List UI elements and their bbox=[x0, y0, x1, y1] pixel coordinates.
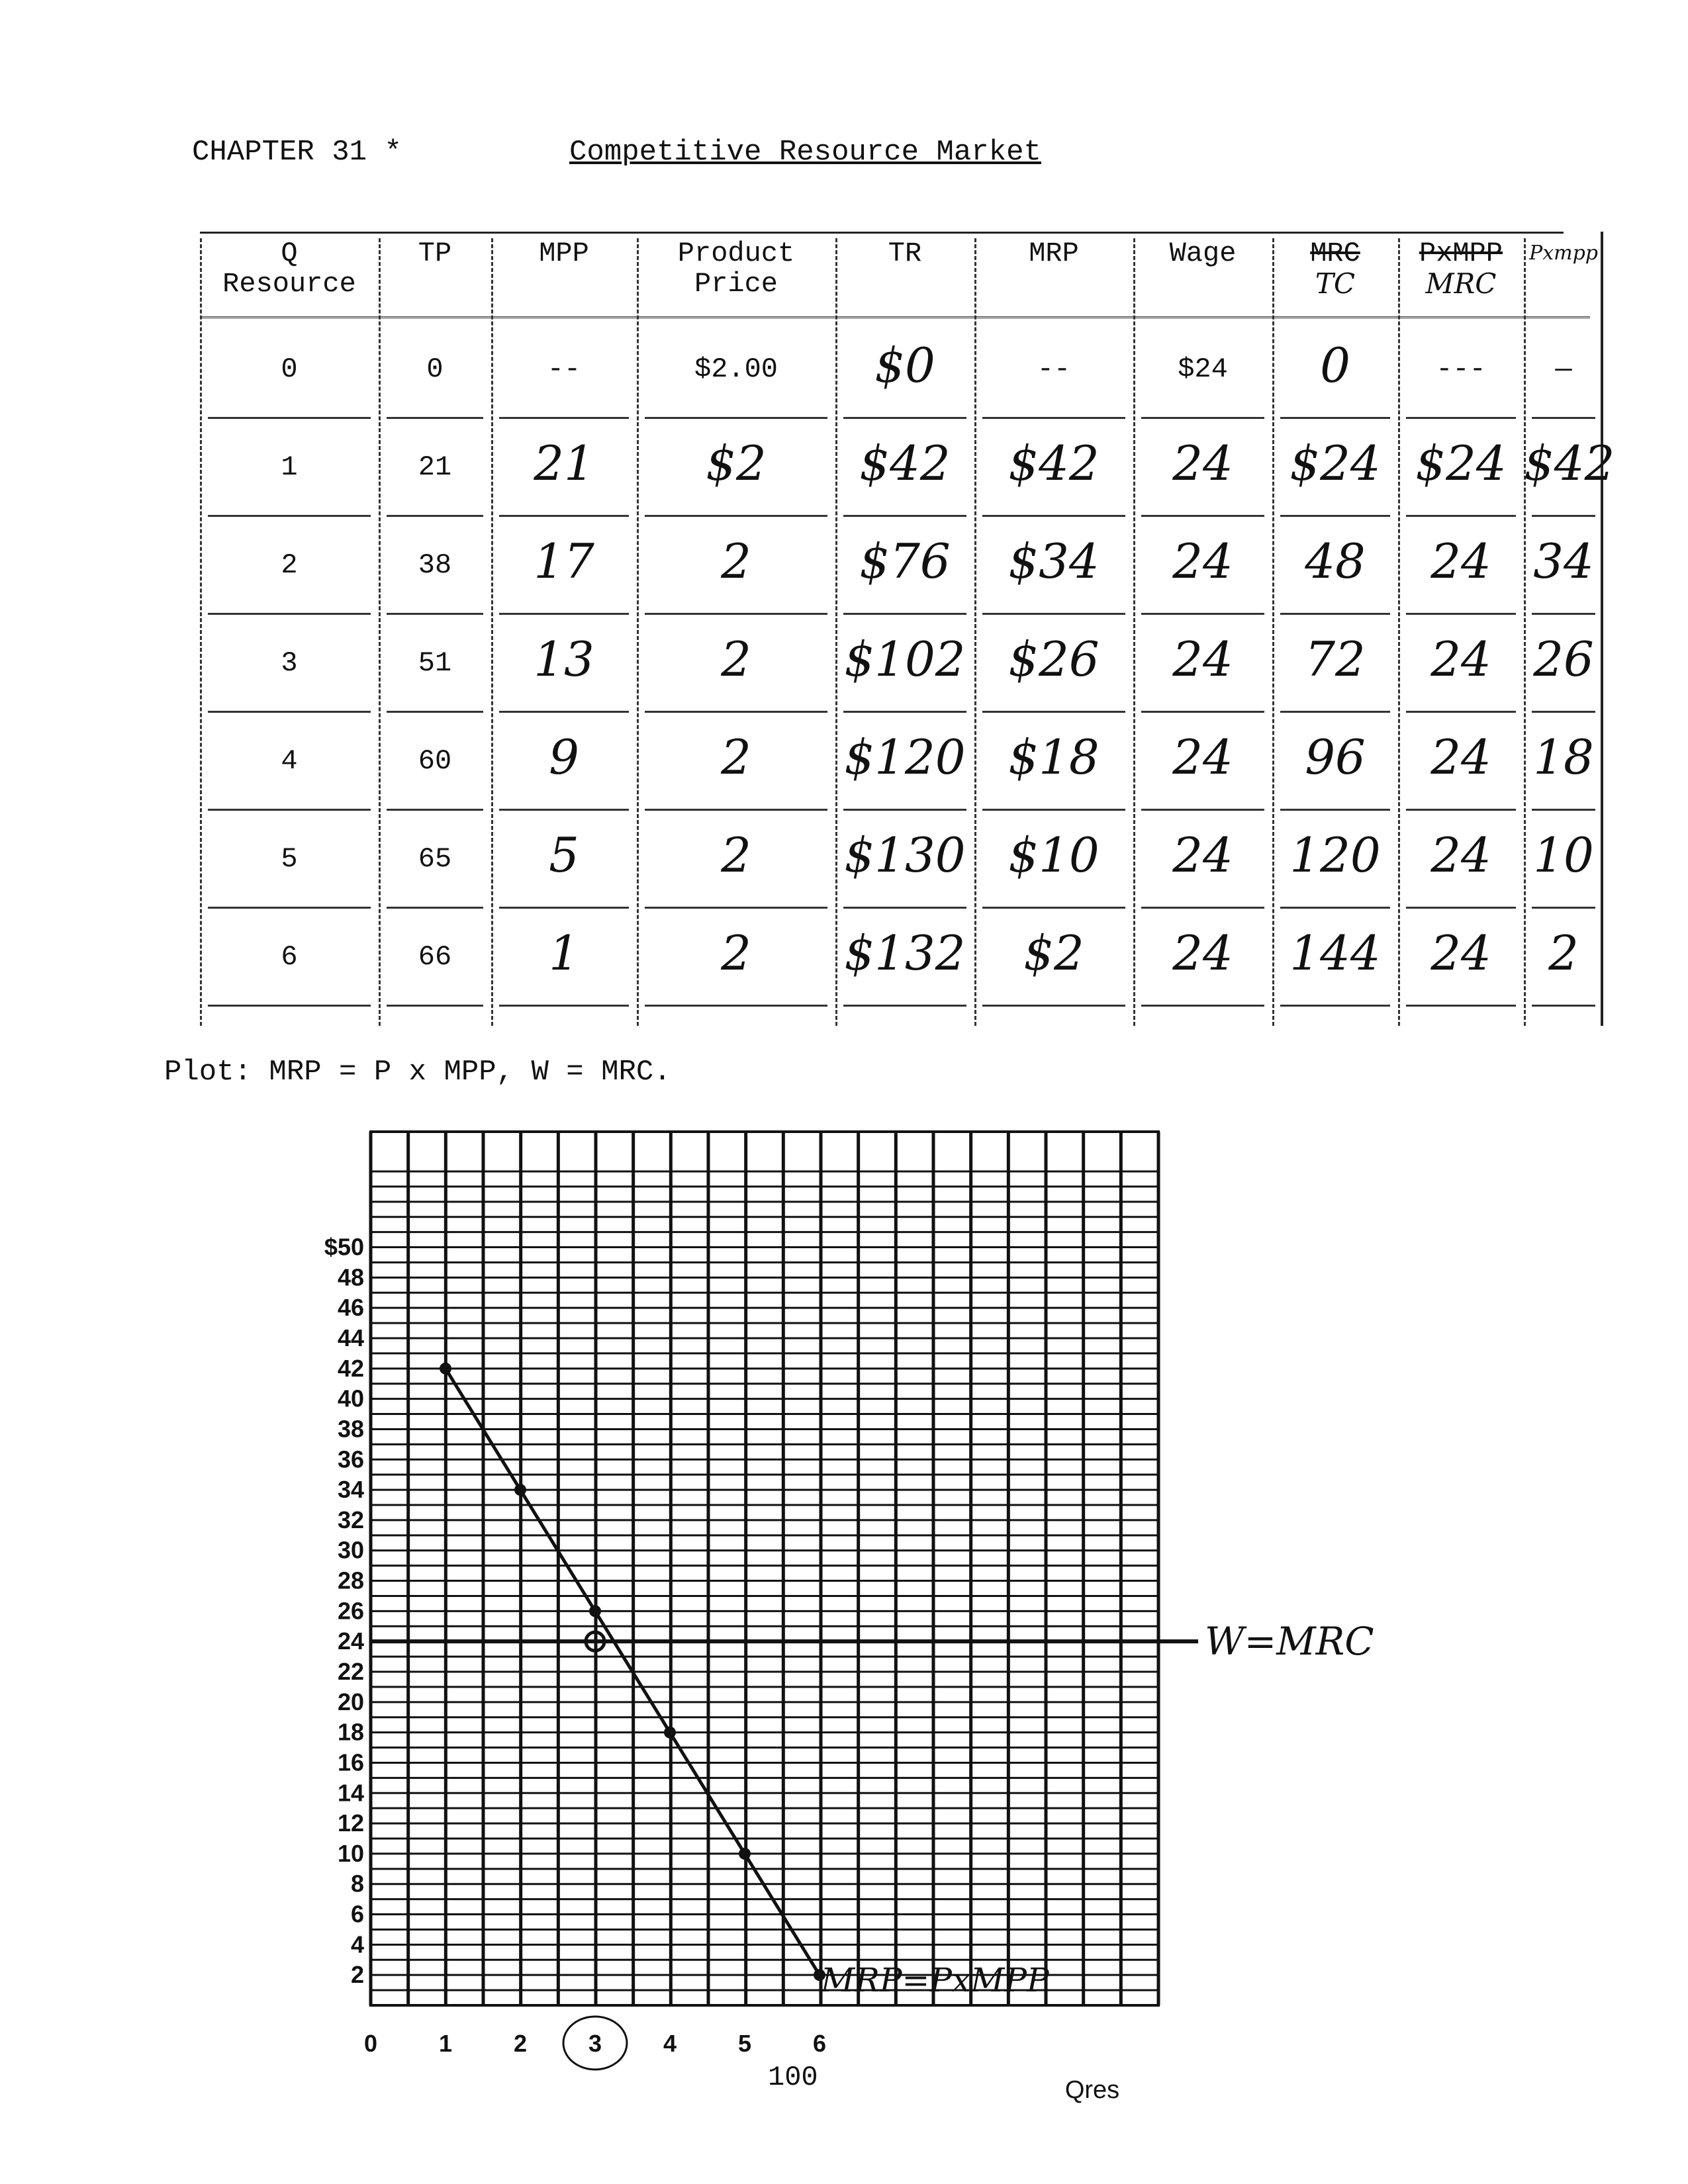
table-cell: $24 bbox=[1415, 435, 1507, 491]
table-cell: $24 bbox=[1178, 353, 1228, 385]
y-tick-label: 20 bbox=[337, 1688, 364, 1715]
column-header-line1: Product bbox=[677, 238, 795, 269]
row-underline bbox=[982, 907, 1125, 909]
row-underline bbox=[387, 1005, 483, 1007]
row-underline bbox=[645, 1005, 827, 1007]
table-cell: 2 bbox=[281, 549, 298, 581]
y-tick-label: 34 bbox=[337, 1476, 364, 1504]
row-underline bbox=[1141, 515, 1264, 517]
row-underline bbox=[843, 809, 966, 811]
column-header-line2: TC bbox=[1315, 267, 1356, 300]
row-underline bbox=[1141, 417, 1264, 419]
column-header-line1: TR bbox=[888, 238, 922, 269]
mrp-series-label: MRP=PxMPP bbox=[821, 1961, 1049, 2000]
x-tick-label: 4 bbox=[663, 2030, 677, 2057]
row-underline bbox=[1280, 711, 1390, 713]
table-cell: 2 bbox=[721, 925, 751, 981]
x-tick-label: 5 bbox=[737, 2030, 752, 2057]
table-cell: $102 bbox=[844, 631, 966, 687]
y-tick-label: 48 bbox=[337, 1263, 364, 1291]
row-underline bbox=[1532, 809, 1595, 811]
table-cell: $18 bbox=[1008, 729, 1100, 785]
page-title: Competitive Resource Market bbox=[569, 136, 1041, 169]
row-underline bbox=[645, 809, 827, 811]
table-cell: 26 bbox=[1533, 631, 1594, 687]
row-underline bbox=[208, 613, 371, 615]
table-cell: $76 bbox=[859, 533, 951, 589]
table-cell: 24 bbox=[1430, 827, 1491, 883]
column-header bbox=[200, 238, 379, 299]
row-underline bbox=[1532, 613, 1595, 615]
chapter-label: CHAPTER 31 * bbox=[192, 136, 402, 169]
y-tick-label: 28 bbox=[337, 1567, 364, 1594]
row-underline bbox=[1406, 515, 1516, 517]
y-tick-label: 22 bbox=[337, 1658, 364, 1685]
resource-table bbox=[173, 232, 1615, 1026]
table-cell: 5 bbox=[281, 843, 298, 875]
column-header bbox=[1133, 238, 1272, 269]
table-cell: 2 bbox=[1548, 925, 1579, 981]
table-cell: 21 bbox=[418, 451, 452, 483]
row-underline bbox=[1280, 613, 1390, 615]
column-header bbox=[379, 238, 491, 269]
row-underline bbox=[1280, 515, 1390, 517]
x-tick-label: 2 bbox=[513, 2030, 528, 2057]
row-underline bbox=[387, 711, 483, 713]
header-separator bbox=[200, 316, 1590, 318]
x-tick-label: 3 bbox=[588, 2030, 602, 2057]
row-underline bbox=[982, 613, 1125, 615]
table-cell: 120 bbox=[1289, 827, 1381, 883]
table-cell: 3 bbox=[281, 647, 298, 679]
table-cell: 38 bbox=[418, 549, 452, 581]
row-underline bbox=[645, 417, 827, 419]
row-underline bbox=[645, 907, 827, 909]
table-cell: $42 bbox=[1008, 435, 1100, 491]
table-cell: $120 bbox=[844, 729, 966, 785]
table-cell: 24 bbox=[1172, 827, 1233, 883]
table-cell: $2 bbox=[706, 435, 767, 491]
x-tick-label: 1 bbox=[438, 2030, 453, 2057]
table-cell: 10 bbox=[1533, 827, 1594, 883]
row-underline bbox=[1532, 907, 1595, 909]
column-header-line1: PxMPP bbox=[1419, 238, 1503, 269]
table-cell: 60 bbox=[418, 745, 452, 777]
row-underline bbox=[1141, 613, 1264, 615]
table-cell: $42 bbox=[859, 435, 951, 491]
table-cell: -- bbox=[1037, 353, 1071, 385]
column-header-line1: MRC bbox=[1310, 238, 1360, 269]
table-cell: 96 bbox=[1305, 729, 1366, 785]
mrp-point bbox=[739, 1848, 751, 1860]
chapter-header bbox=[192, 136, 1041, 169]
y-tick-label: 12 bbox=[337, 1809, 364, 1837]
row-underline bbox=[208, 515, 371, 517]
row-underline bbox=[208, 809, 371, 811]
row-underline bbox=[1406, 809, 1516, 811]
row-underline bbox=[1532, 515, 1595, 517]
table-cell: $2.00 bbox=[694, 353, 778, 385]
table-cell: 24 bbox=[1172, 729, 1233, 785]
y-tick-label: 30 bbox=[337, 1536, 364, 1564]
table-cell: 9 bbox=[549, 729, 579, 785]
row-underline bbox=[208, 711, 371, 713]
row-underline bbox=[982, 1005, 1125, 1007]
row-underline bbox=[387, 809, 483, 811]
table-top-border bbox=[200, 232, 1564, 234]
table-cell: 0 bbox=[281, 353, 298, 385]
y-tick-label: 40 bbox=[337, 1385, 364, 1412]
mrp-point bbox=[514, 1484, 526, 1496]
table-cell: --- bbox=[1436, 353, 1486, 385]
y-tick-label: 18 bbox=[337, 1718, 364, 1746]
row-underline bbox=[387, 907, 483, 909]
row-underline bbox=[208, 907, 371, 909]
column-header bbox=[1524, 238, 1603, 269]
column-header-line1: MRP bbox=[1029, 238, 1079, 269]
row-underline bbox=[499, 711, 629, 713]
row-underline bbox=[843, 1005, 966, 1007]
x-axis-label: Qres bbox=[1064, 2076, 1120, 2104]
row-underline bbox=[208, 417, 371, 419]
column-header bbox=[974, 238, 1133, 269]
x-tick-label: 0 bbox=[363, 2030, 378, 2057]
y-tick-label: 2 bbox=[350, 1961, 364, 1989]
row-underline bbox=[1406, 1005, 1516, 1007]
table-cell: $24 bbox=[1289, 435, 1381, 491]
row-underline bbox=[843, 417, 966, 419]
y-tick-label: 4 bbox=[350, 1931, 364, 1958]
column-header-line1: Q bbox=[281, 238, 298, 269]
table-cell: 17 bbox=[534, 533, 594, 589]
table-cell: — bbox=[1555, 353, 1572, 385]
table-cell: 24 bbox=[1172, 631, 1233, 687]
table-cell: $34 bbox=[1008, 533, 1100, 589]
y-tick-label: 10 bbox=[337, 1839, 364, 1867]
column-header-line1: MPP bbox=[539, 238, 589, 269]
table-cell: 2 bbox=[721, 533, 751, 589]
table-cell: $2 bbox=[1023, 925, 1084, 981]
column-header-line2: MRC bbox=[1425, 267, 1497, 300]
row-underline bbox=[387, 515, 483, 517]
row-underline bbox=[982, 515, 1125, 517]
row-underline bbox=[1280, 907, 1390, 909]
row-underline bbox=[645, 515, 827, 517]
y-tick-label: 46 bbox=[337, 1294, 364, 1322]
row-underline bbox=[1280, 417, 1390, 419]
row-underline bbox=[1406, 417, 1516, 419]
row-underline bbox=[843, 613, 966, 615]
y-tick-label: 32 bbox=[337, 1506, 364, 1533]
table-cell: 65 bbox=[418, 843, 452, 875]
row-underline bbox=[1532, 711, 1595, 713]
table-cell: $130 bbox=[844, 827, 966, 883]
row-underline bbox=[1280, 809, 1390, 811]
y-tick-label: 8 bbox=[350, 1870, 364, 1897]
row-underline bbox=[645, 711, 827, 713]
row-underline bbox=[1141, 809, 1264, 811]
mrp-point bbox=[664, 1727, 676, 1739]
y-tick-label: 42 bbox=[337, 1354, 364, 1382]
column-header bbox=[1398, 238, 1524, 299]
table-cell: 34 bbox=[1533, 533, 1594, 589]
table-cell: 144 bbox=[1289, 925, 1381, 981]
column-header-line1: Wage bbox=[1169, 238, 1237, 269]
column-header bbox=[491, 238, 637, 269]
y-tick-label: 16 bbox=[337, 1749, 364, 1776]
table-cell: $26 bbox=[1008, 631, 1100, 687]
row-underline bbox=[208, 1005, 371, 1007]
table-cell: 24 bbox=[1430, 631, 1491, 687]
y-tick-label: 44 bbox=[337, 1324, 364, 1351]
table-cell: 6 bbox=[281, 941, 298, 973]
table-cell: 24 bbox=[1430, 925, 1491, 981]
table-cell: 51 bbox=[418, 647, 452, 679]
table-cell: 4 bbox=[281, 745, 298, 777]
row-underline bbox=[982, 711, 1125, 713]
table-cell: $0 bbox=[874, 338, 935, 393]
row-underline bbox=[982, 417, 1125, 419]
page-number: 100 bbox=[768, 2062, 818, 2093]
table-cell: 0 bbox=[1320, 338, 1350, 393]
table-cell: 1 bbox=[549, 925, 579, 981]
row-underline bbox=[1406, 711, 1516, 713]
row-underline bbox=[645, 613, 827, 615]
row-underline bbox=[499, 613, 629, 615]
table-cell: $42 bbox=[1524, 435, 1615, 491]
column-header bbox=[637, 238, 835, 299]
row-underline bbox=[387, 613, 483, 615]
table-cell: 48 bbox=[1305, 533, 1366, 589]
row-underline bbox=[1280, 1005, 1390, 1007]
x-tick-label: 6 bbox=[812, 2030, 827, 2057]
mrp-point bbox=[440, 1363, 451, 1375]
table-cell: 13 bbox=[534, 631, 594, 687]
row-underline bbox=[843, 515, 966, 517]
row-underline bbox=[843, 711, 966, 713]
wage-series-label: W=MRC bbox=[1205, 1619, 1374, 1664]
table-right-border bbox=[1601, 232, 1603, 1026]
plot-instruction: Plot: MRP = P x MPP, W = MRC. bbox=[164, 1056, 671, 1089]
column-header-line1: Pxmpp bbox=[1529, 242, 1598, 265]
table-cell: 5 bbox=[549, 827, 579, 883]
table-cell: 1 bbox=[281, 451, 298, 483]
row-underline bbox=[499, 417, 629, 419]
row-underline bbox=[499, 809, 629, 811]
table-cell: 66 bbox=[418, 941, 452, 973]
table-cell: 24 bbox=[1172, 435, 1233, 491]
row-underline bbox=[387, 417, 483, 419]
table-cell: 2 bbox=[721, 631, 751, 687]
row-underline bbox=[843, 907, 966, 909]
table-cell: 72 bbox=[1305, 631, 1366, 687]
row-underline bbox=[1141, 1005, 1264, 1007]
y-tick-label: 36 bbox=[337, 1445, 364, 1473]
row-underline bbox=[982, 809, 1125, 811]
column-header bbox=[835, 238, 974, 269]
column-header-line1: TP bbox=[418, 238, 452, 269]
table-cell: 0 bbox=[426, 353, 444, 385]
row-underline bbox=[499, 1005, 629, 1007]
table-cell: 24 bbox=[1172, 533, 1233, 589]
table-cell: 18 bbox=[1533, 729, 1594, 785]
row-underline bbox=[1141, 711, 1264, 713]
table-cell: 24 bbox=[1430, 729, 1491, 785]
mrp-point bbox=[589, 1605, 601, 1617]
y-tick-label: $50 bbox=[324, 1233, 364, 1261]
row-underline bbox=[499, 515, 629, 517]
y-tick-label: 24 bbox=[337, 1627, 364, 1655]
row-underline bbox=[1532, 1005, 1595, 1007]
table-cell: 24 bbox=[1430, 533, 1491, 589]
row-underline bbox=[1532, 417, 1595, 419]
column-header-line2: Price bbox=[694, 268, 778, 300]
column-header bbox=[1272, 238, 1398, 299]
row-underline bbox=[1406, 907, 1516, 909]
table-cell: -- bbox=[547, 353, 581, 385]
y-tick-label: 6 bbox=[350, 1900, 364, 1928]
y-tick-label: 14 bbox=[337, 1779, 364, 1807]
row-underline bbox=[499, 907, 629, 909]
table-cell: 21 bbox=[534, 435, 594, 491]
table-cell: 2 bbox=[721, 827, 751, 883]
row-underline bbox=[1141, 907, 1264, 909]
table-cell: 24 bbox=[1172, 925, 1233, 981]
row-underline bbox=[1406, 613, 1516, 615]
table-cell: $10 bbox=[1008, 827, 1100, 883]
table-cell: $132 bbox=[844, 925, 966, 981]
column-header-line2: Resource bbox=[222, 268, 356, 300]
y-tick-label: 26 bbox=[337, 1597, 364, 1625]
y-tick-label: 38 bbox=[337, 1415, 364, 1443]
table-cell: 2 bbox=[721, 729, 751, 785]
